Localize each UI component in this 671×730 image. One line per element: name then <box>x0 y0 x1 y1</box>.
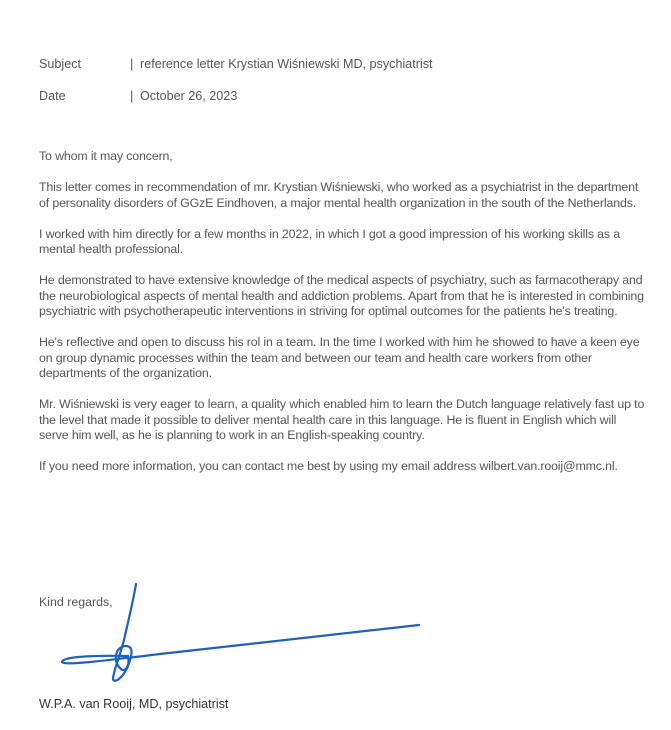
letter-body <box>39 149 647 490</box>
paragraph-4: He's reflective and open to discuss his rol in a team. In the time I worked with him he showed to have a keen eye on group dynamic processes within the team and between our team and health care workers from other departments of the organization. <box>39 335 640 380</box>
closing: Kind regards, <box>39 595 113 609</box>
paragraph-6: If you need more information, you can contact me best by using my email address wilbert.van.rooij@mmc.nl. <box>39 459 618 473</box>
subject-value: reference letter Krystian Wiśniewski MD, psychiatrist <box>140 57 433 71</box>
date-label: Date <box>39 89 66 103</box>
handwritten-signature-icon <box>50 580 430 685</box>
paragraph-5: Mr. Wiśniewski is very eager to learn, a quality which enabled him to learn the Dutch language relatively fast up to the level that made it possible to deliver mental health care in this language. He is fluent in English which will serve him well, as he is planning to work in an English-speaking country. <box>39 397 645 442</box>
subject-separator: | <box>130 57 134 71</box>
subject-label: Subject <box>39 57 82 71</box>
paragraph-1: This letter comes in recommendation of mr. Krystian Wiśniewski, who worked as a psychiatrist in the department of personality disorders of GGzE Eindhoven, a major mental health organization in the south of the Netherlands. <box>39 180 639 210</box>
paragraph-2: I worked with him directly for a few months in 2022, in which I got a good impression of his working skills as a mental health professional. <box>39 226 620 256</box>
salutation: To whom it may concern, <box>39 149 173 163</box>
date-value: October 26, 2023 <box>140 89 238 103</box>
paragraph-3: He demonstrated to have extensive knowledge of the medical aspects of psychiatry, such as farmacotherapy and the neurobiological aspects of mental health and addiction problems. Apart from that he is interested in combining psychiatric with psychotherapeutic interventions in striving for optimal outcomes for the patients he's treating. <box>39 273 644 318</box>
signatory-name: W.P.A. van Rooij, MD, psychiatrist <box>39 697 229 711</box>
date-separator: | <box>130 89 134 103</box>
date-row <box>39 88 237 104</box>
subject-row <box>39 56 433 72</box>
